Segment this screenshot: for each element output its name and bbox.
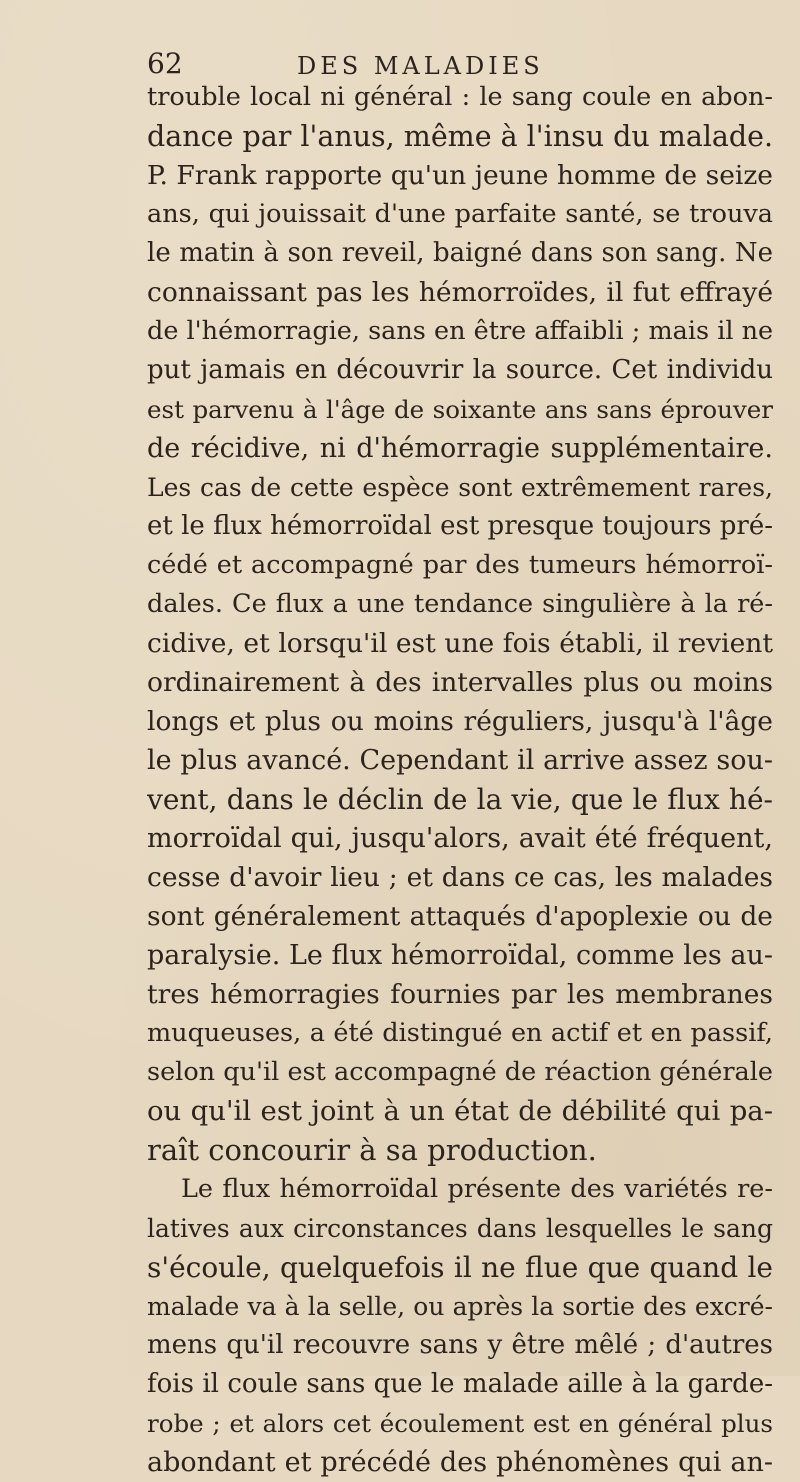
text-line: cidive, et lorsqu'il est une fois établi, il revient <box>147 628 773 659</box>
text-line: ordinairement à des intervalles plus ou moins <box>147 667 773 698</box>
body-text <box>147 78 773 1482</box>
text-line: Les cas de cette espèce sont extrêmement rares, <box>147 473 773 502</box>
text-line: fois il coule sans que le malade aille à la garde- <box>147 1369 773 1399</box>
text-line: de l'hémorragie, sans en être affaibli ; mais il ne <box>147 316 773 346</box>
text-line: morroïdal qui, jusqu'alors, avait été fréquent, <box>147 823 773 854</box>
text-line: tres hémorragies fournies par les membranes <box>147 979 773 1010</box>
text-line: Le flux hémorroïdal présente des variétés re- <box>181 1174 773 1204</box>
text-line: vent, dans le déclin de la vie, que le flux hé- <box>147 783 773 816</box>
text-line: P. Frank rapporte qu'un jeune homme de seize <box>147 160 773 191</box>
text-line: latives aux circonstances dans lesquelles le sang <box>147 1214 773 1243</box>
text-line: dance par l'anus, même à l'insu du malade. <box>147 120 773 153</box>
text-line: de récidive, ni d'hémorragie supplémentaire. <box>147 433 773 464</box>
running-head: DES MALADIES <box>297 52 544 80</box>
text-line: ans, qui jouissait d'une parfaite santé, se trouva <box>147 199 773 229</box>
text-line: trouble local ni général : le sang coule en abon- <box>147 82 773 112</box>
text-line: raît concourir à sa production. <box>147 1133 597 1167</box>
text-line: selon qu'il est accompagné de réaction générale <box>147 1057 773 1087</box>
text-line: sont généralement attaqués d'apoplexie ou de <box>147 901 773 932</box>
text-line: paralysie. Le flux hémorroïdal, comme les au- <box>147 940 773 971</box>
text-line: le matin à son reveil, baigné dans son sang. Ne <box>147 238 773 268</box>
text-line: est parvenu à l'âge de soixante ans sans éprouver <box>147 395 773 424</box>
text-line: dales. Ce flux a une tendance singulière à la ré- <box>147 589 773 619</box>
page-number: 62 <box>147 47 183 80</box>
text-line: le plus avancé. Cependant il arrive assez sou- <box>147 745 773 776</box>
text-line: connaissant pas les hémorroïdes, il fut effrayé <box>147 277 773 308</box>
text-line: cédé et accompagné par des tumeurs hémorroï- <box>147 550 773 580</box>
text-line: robe ; et alors cet écoulement est en général plus <box>147 1409 773 1438</box>
text-line: ou qu'il est joint à un état de débilité qui pa- <box>147 1095 773 1127</box>
text-line: malade va à la selle, ou après la sortie des excré- <box>147 1292 773 1321</box>
text-line: cesse d'avoir lieu ; et dans ce cas, les malades <box>147 862 773 893</box>
text-line: muqueuses, a été distingué en actif et en passif, <box>147 1018 773 1048</box>
text-line: mens qu'il recouvre sans y être mêlé ; d'autres <box>147 1330 773 1360</box>
text-line: longs et plus ou moins réguliers, jusqu'à l'âge <box>147 706 773 737</box>
text-line: put jamais en découvrir la source. Cet individu <box>147 355 773 385</box>
text-line: et le flux hémorroïdal est presque toujours pré- <box>147 511 773 541</box>
text-line: abondant et précédé des phénomènes qui an- <box>147 1447 773 1478</box>
text-line: s'écoule, quelquefois il ne flue que quand le <box>147 1251 773 1284</box>
